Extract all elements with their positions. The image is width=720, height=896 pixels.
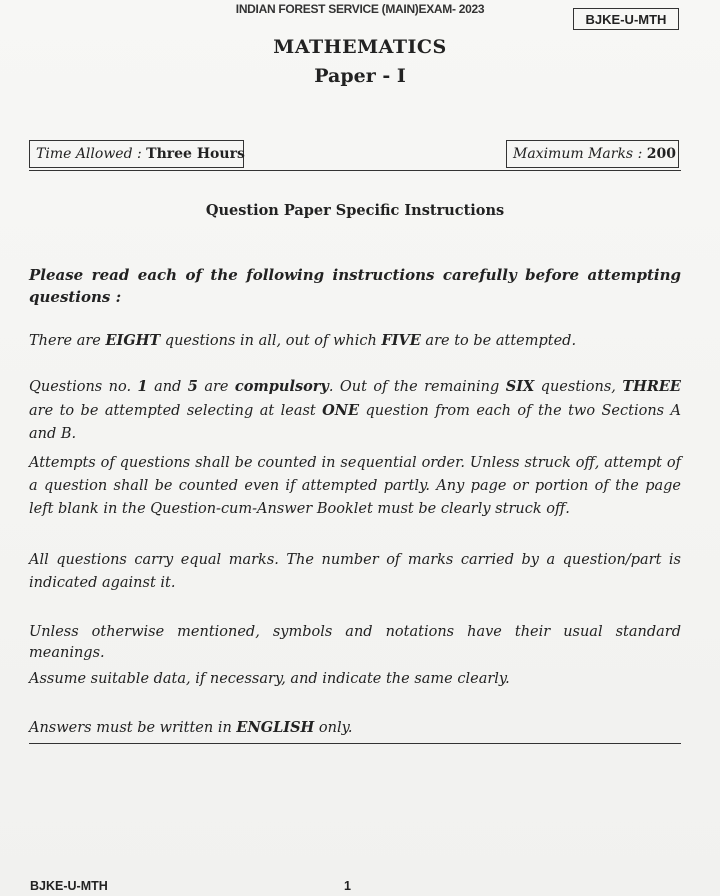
top-divider [29,170,681,171]
instruction-5: Unless otherwise mentioned, symbols and notations have their usual standard meanings. [29,624,681,661]
subject-title: MATHEMATICS [273,36,447,58]
maximum-marks-box [506,140,679,168]
instruction-3: Attempts of questions shall be counted in sequential order. Unless struck off, attempt of a question shall be counted even if attempted partly. Any page or portion of the page left blank in the Question-cum-Answer Booklet must be clearly struck off. [29,455,681,517]
instructions-lead: Please read each of the following instructions carefully before attempting questions : [29,266,681,306]
footer-paper-code: BJKE-U-MTH [30,879,108,893]
time-value: Three Hours [146,146,245,162]
instructions-title: Question Paper Specific Instructions [205,202,505,219]
marks-value: 200 [646,146,676,162]
page-number: 1 [344,879,351,893]
time-label: Time Allowed : [36,146,142,162]
instruction-6: Assume suitable data, if necessary, and indicate the same clearly. [29,671,510,687]
instruction-2: Questions no. 1 and 5 are compulsory. Out of the remaining SIX questions, THREE are to be attempted selecting at least ONE question from each of the two Sections A and B. [29,378,681,442]
paper-title: Paper - I [314,65,406,87]
instruction-1: There are EIGHT questions in all, out of which FIVE are to be attempted. [29,332,577,349]
marks-label: Maximum Marks : [513,146,643,162]
bottom-divider [29,743,681,744]
paper-code-box: BJKE-U-MTH [573,8,679,30]
instruction-7: Answers must be written in ENGLISH only. [29,719,353,736]
time-allowed-box [29,140,244,168]
instruction-4: All questions carry equal marks. The number of marks carried by a question/part is indicated against it. [29,552,681,591]
exam-name: INDIAN FOREST SERVICE (MAIN)EXAM- 2023 [235,2,485,16]
